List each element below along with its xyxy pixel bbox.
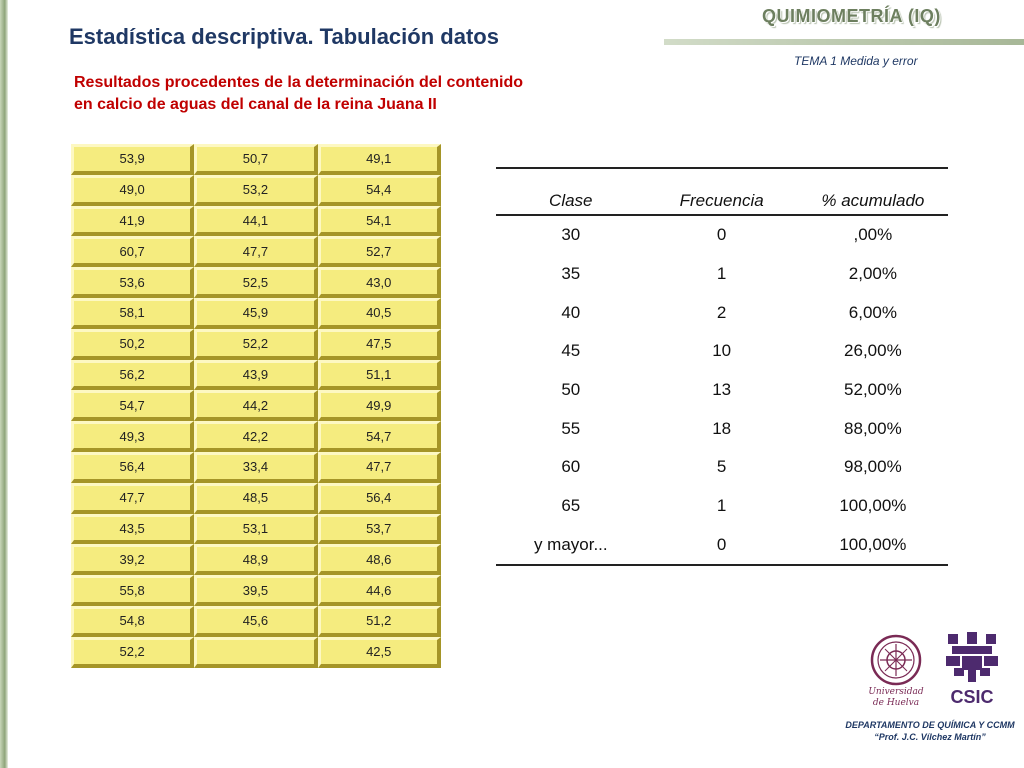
data-cell: 39,2 bbox=[71, 544, 194, 575]
university-logo bbox=[864, 634, 928, 713]
data-cell: 52,2 bbox=[194, 329, 317, 360]
data-cell: 51,2 bbox=[318, 606, 441, 637]
frecuencia-cell: 0 bbox=[646, 526, 798, 566]
table-row bbox=[496, 215, 948, 255]
data-cell: 54,7 bbox=[318, 421, 441, 452]
data-cell: 60,7 bbox=[71, 236, 194, 267]
csic-wordmark: CSIC bbox=[950, 687, 994, 707]
data-cell: 48,6 bbox=[318, 544, 441, 575]
data-cell: 48,5 bbox=[194, 483, 317, 514]
acumulado-cell: 6,00% bbox=[848, 302, 897, 322]
data-cell: 49,9 bbox=[318, 390, 441, 421]
data-cell: 43,9 bbox=[194, 360, 317, 391]
table-row bbox=[496, 293, 948, 332]
professor-name: “Prof. J.C. Vílchez Martín” bbox=[874, 732, 986, 742]
data-cell: 39,5 bbox=[194, 575, 317, 606]
data-cell: 56,2 bbox=[71, 360, 194, 391]
data-cell: 54,1 bbox=[318, 206, 441, 237]
data-grid-row bbox=[71, 544, 441, 575]
frecuencia-cell: 13 bbox=[712, 380, 732, 400]
data-cell: 53,2 bbox=[194, 175, 317, 206]
data-grid-row bbox=[71, 514, 441, 545]
data-cell: 43,0 bbox=[318, 267, 441, 298]
university-name-line-1: Universidad bbox=[868, 687, 924, 697]
clase-cell: 65 bbox=[561, 496, 581, 516]
frecuencia-cell: 1 bbox=[716, 496, 727, 516]
header-acumulado: % acumulado bbox=[798, 168, 948, 215]
data-grid-row bbox=[71, 606, 441, 637]
data-grid-row bbox=[71, 144, 441, 175]
data-cell: 56,4 bbox=[318, 483, 441, 514]
data-cell: 56,4 bbox=[71, 452, 194, 483]
university-seal-icon bbox=[864, 634, 928, 708]
table-row bbox=[496, 526, 948, 566]
data-cell: 49,3 bbox=[71, 421, 194, 452]
acumulado-cell: 88,00% bbox=[844, 418, 902, 438]
acumulado-cell: 98,00% bbox=[844, 457, 902, 477]
frecuencia-cell: 18 bbox=[712, 418, 732, 438]
data-cell: 49,1 bbox=[318, 144, 441, 175]
table-row bbox=[496, 255, 948, 294]
header-rule bbox=[664, 39, 1024, 45]
acumulado-cell: 100,00% bbox=[839, 496, 907, 516]
data-cell: 54,7 bbox=[71, 390, 194, 421]
data-cell: 47,5 bbox=[318, 329, 441, 360]
csic-tree-icon bbox=[944, 630, 1000, 708]
data-cell: 53,7 bbox=[318, 514, 441, 545]
acumulado-cell: ,00% bbox=[853, 225, 893, 245]
clase-cell: y mayor... bbox=[496, 526, 646, 566]
frecuencia-cell: 2 bbox=[716, 302, 727, 322]
data-cell: 52,5 bbox=[194, 267, 317, 298]
table-row bbox=[496, 332, 948, 371]
data-grid-row bbox=[71, 298, 441, 329]
data-cell: 40,5 bbox=[318, 298, 441, 329]
data-grid-row bbox=[71, 390, 441, 421]
table-row bbox=[496, 371, 948, 410]
table-row bbox=[496, 448, 948, 487]
data-cell: 54,8 bbox=[71, 606, 194, 637]
data-cell: 47,7 bbox=[194, 236, 317, 267]
table-row bbox=[496, 487, 948, 526]
table-row bbox=[496, 409, 948, 448]
clase-cell: 30 bbox=[561, 225, 581, 245]
data-grid-row bbox=[71, 575, 441, 606]
data-grid-row bbox=[71, 452, 441, 483]
data-cell: 48,9 bbox=[194, 544, 317, 575]
data-cell: 54,4 bbox=[318, 175, 441, 206]
header-clase: Clase bbox=[496, 168, 646, 215]
clase-cell: 35 bbox=[561, 264, 581, 284]
data-cell: 41,9 bbox=[71, 206, 194, 237]
frequency-table-body bbox=[496, 215, 948, 565]
data-cell: 53,9 bbox=[71, 144, 194, 175]
acumulado-cell: 26,00% bbox=[844, 341, 902, 361]
clase-cell: 45 bbox=[561, 341, 581, 361]
frecuencia-cell: 5 bbox=[716, 457, 727, 477]
frequency-table-header bbox=[496, 168, 948, 215]
data-cell: 58,1 bbox=[71, 298, 194, 329]
data-cell: 53,1 bbox=[194, 514, 317, 545]
data-grid-row bbox=[71, 206, 441, 237]
topic-label: TEMA 1 Medida y error bbox=[794, 54, 918, 68]
data-cell: 55,8 bbox=[71, 575, 194, 606]
data-cell: 42,2 bbox=[194, 421, 317, 452]
data-cell: 44,2 bbox=[194, 390, 317, 421]
data-cell: 50,2 bbox=[71, 329, 194, 360]
data-description bbox=[74, 72, 594, 116]
data-cell: 43,5 bbox=[71, 514, 194, 545]
data-cell: 47,7 bbox=[318, 452, 441, 483]
course-brand: QUIMIOMETRÍA (IQ) bbox=[762, 6, 941, 26]
acumulado-cell: 52,00% bbox=[844, 380, 902, 400]
header-frecuencia: Frecuencia bbox=[646, 168, 798, 215]
data-cell: 49,0 bbox=[71, 175, 194, 206]
university-name-line-2: de Huelva bbox=[872, 698, 920, 708]
data-cell: 44,1 bbox=[194, 206, 317, 237]
data-grid-row bbox=[71, 175, 441, 206]
data-cell: 51,1 bbox=[318, 360, 441, 391]
department-footer bbox=[820, 719, 1024, 743]
frecuencia-cell: 10 bbox=[712, 341, 732, 361]
data-cell bbox=[194, 637, 317, 668]
data-grid-row bbox=[71, 421, 441, 452]
acumulado-cell: 100,00% bbox=[798, 526, 948, 566]
page-title: Estadística descriptiva. Tabulación datos bbox=[69, 24, 499, 49]
data-grid-row bbox=[71, 267, 441, 298]
data-grid-row bbox=[71, 637, 441, 668]
data-cell: 33,4 bbox=[194, 452, 317, 483]
department-name: DEPARTAMENTO DE QUÍMICA Y CCMM bbox=[845, 720, 1015, 730]
data-cell: 52,2 bbox=[71, 637, 194, 668]
data-grid-row bbox=[71, 360, 441, 391]
data-grid-row bbox=[71, 483, 441, 514]
data-description-line-1: Resultados procedentes de la determinación del contenido bbox=[74, 74, 523, 91]
data-description-line-2: en calcio de aguas del canal de la reina Juana II bbox=[74, 96, 437, 113]
clase-cell: 60 bbox=[561, 457, 581, 477]
data-cell: 44,6 bbox=[318, 575, 441, 606]
data-cell: 52,7 bbox=[318, 236, 441, 267]
raw-data-grid bbox=[71, 144, 441, 668]
data-cell: 47,7 bbox=[71, 483, 194, 514]
csic-logo bbox=[944, 630, 1000, 713]
clase-cell: 50 bbox=[561, 380, 581, 400]
frequency-table bbox=[496, 167, 948, 566]
data-cell: 53,6 bbox=[71, 267, 194, 298]
clase-cell: 55 bbox=[561, 418, 581, 438]
left-accent-bar bbox=[0, 0, 8, 768]
data-grid-row bbox=[71, 329, 441, 360]
data-cell: 45,9 bbox=[194, 298, 317, 329]
data-cell: 42,5 bbox=[318, 637, 441, 668]
data-cell: 45,6 bbox=[194, 606, 317, 637]
data-cell: 50,7 bbox=[194, 144, 317, 175]
frecuencia-cell: 0 bbox=[716, 225, 727, 245]
frecuencia-cell: 1 bbox=[716, 264, 727, 284]
acumulado-cell: 2,00% bbox=[848, 264, 897, 284]
clase-cell: 40 bbox=[561, 302, 581, 322]
data-grid-row bbox=[71, 236, 441, 267]
